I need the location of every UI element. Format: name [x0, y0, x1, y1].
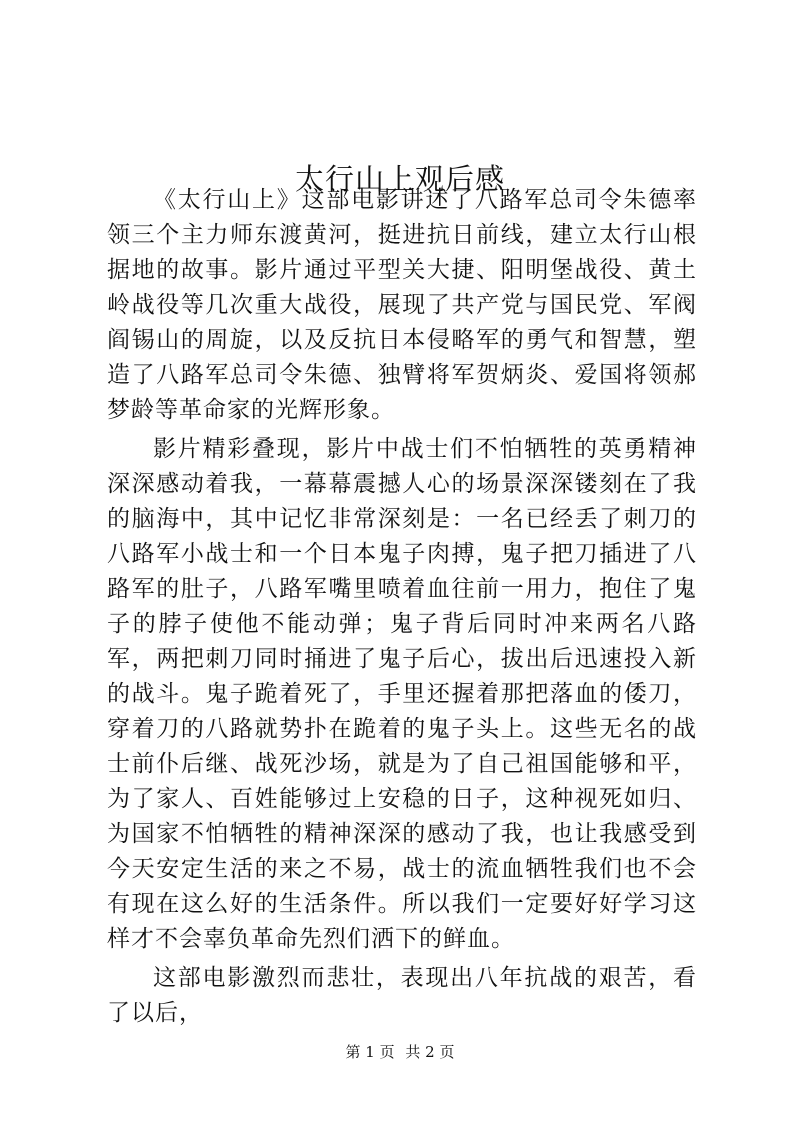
page-total: 共 2 页: [405, 1043, 455, 1061]
paragraph-1: 《太行山上》这部电影讲述了八路军总司令朱德率领三个主力师东渡黄河，挺进抗日前线，建立太行山根据地的故事。影片通过平型关大捷、阳明堡战役、黄土岭战役等几次重大战役，展现了共产党与国民党、军阀阎锡山的周旋，以及反抗日本侵略军的勇气和智慧，塑造了八路军总司令朱德、独臂将军贺炳炎、爱国将领郝梦龄等革命家的光辉形象。: [107, 187, 697, 423]
page-footer: [0, 1042, 800, 1062]
paragraph-3: 这部电影激烈而悲壮，表现出八年抗战的艰苦，看了以后，: [107, 965, 697, 1026]
document-title: 太行山上观后感: [294, 162, 505, 197]
document-body: [107, 183, 697, 1035]
paragraph-2: 影片精彩叠现，影片中战士们不怕牺牲的英勇精神深深感动着我，一幕幕震撼人心的场景深深镂刻在了我的脑海中，其中记忆非常深刻是：一名已经丢了刺刀的八路军小战士和一个日本鬼子肉搏，鬼子把刀插进了八路军的肚子，八路军嘴里喷着血往前一用力，抱住了鬼子的脖子使他不能动弹；鬼子背后同时冲来两名八路军，两把刺刀同时捅进了鬼子后心，拔出后迅速投入新的战斗。鬼子跪着死了，手里还握着那把落血的倭刀，穿着刀的八路就势扑在跪着的鬼子头上。这些无名的战士前仆后继、战死沙场，就是为了自己祖国能够和平，为了家人、百姓能够过上安稳的日子，这种视死如归、为国家不怕牺牲的精神深深的感动了我，也让我感受到今天安定生活的来之不易，战士的流血牺牲我们也不会有现在这么好的生活条件。所以我们一定要好好学习这样才不会辜负革命先烈们洒下的鲜血。: [107, 436, 697, 952]
page-number: 第 1 页: [345, 1043, 395, 1061]
